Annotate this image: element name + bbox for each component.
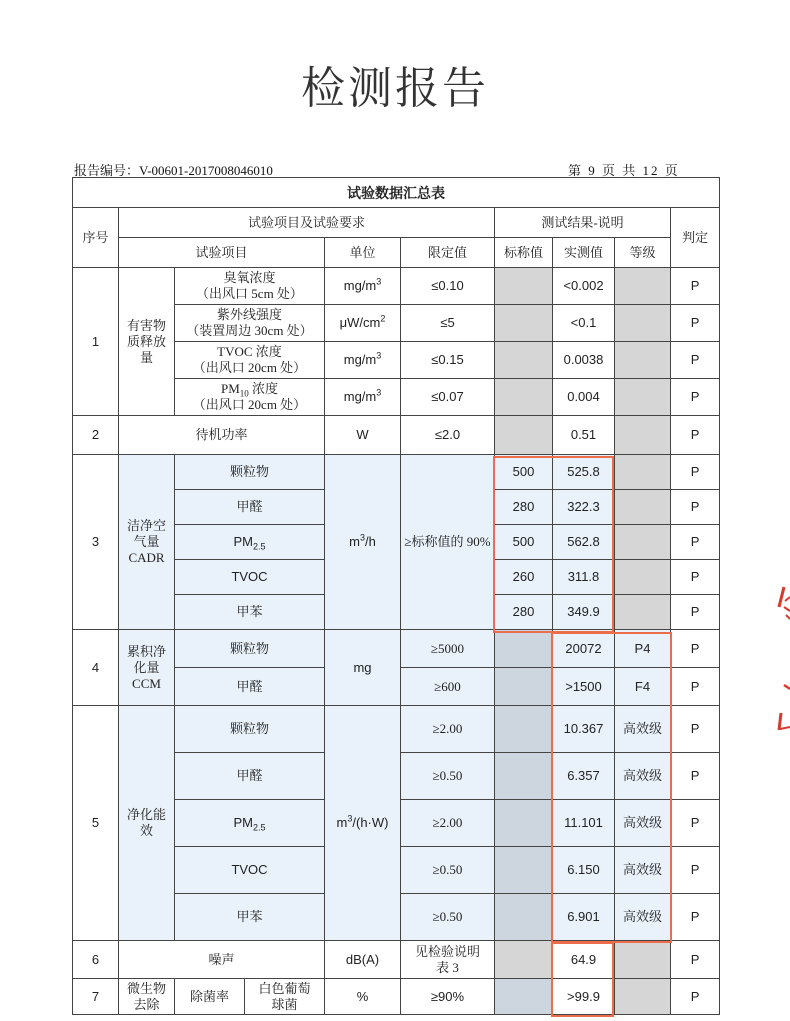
table-title-row: [73, 178, 720, 208]
nominal-cell: [495, 630, 553, 668]
judge-cell: P: [671, 941, 720, 979]
item-cell: [175, 979, 325, 1015]
limit-cell: ≥2.00: [401, 800, 495, 847]
grade-cell: [615, 595, 671, 630]
item-cell: 颗粒物: [175, 706, 325, 753]
measured-cell: <0.002: [553, 268, 615, 305]
measured-cell: 6.901: [553, 894, 615, 941]
measured-cell: 6.357: [553, 753, 615, 800]
judge-cell: P: [671, 706, 720, 753]
limit-cell: ≥0.50: [401, 894, 495, 941]
group4-seq: 4: [73, 630, 119, 706]
group7-category: 微生物去除: [119, 979, 175, 1015]
unit-cell: %: [325, 979, 401, 1015]
header-grade: 等级: [615, 238, 671, 268]
grade-cell: [615, 268, 671, 305]
table-row: [73, 416, 720, 455]
unit-cell: mg: [325, 630, 401, 706]
judge-cell: P: [671, 305, 720, 342]
limit-cell: ≥5000: [401, 630, 495, 668]
measured-cell: 0.0038: [553, 342, 615, 379]
judge-cell: P: [671, 668, 720, 706]
report-number: 报告编号：V-00601-2017008046010: [74, 163, 273, 178]
item-cell: 甲醛: [175, 490, 325, 525]
grade-cell: [615, 560, 671, 595]
judge-cell: P: [671, 847, 720, 894]
nominal-cell: [495, 800, 553, 847]
header-item: 试验项目: [119, 238, 325, 268]
nominal-cell: [495, 268, 553, 305]
limit-cell: ≥标称值的 90%: [401, 455, 495, 630]
judge-cell: P: [671, 979, 720, 1015]
header-row: [73, 208, 720, 238]
table-row: [73, 979, 720, 1015]
grade-cell: F4: [615, 668, 671, 706]
grade-cell: [615, 305, 671, 342]
nominal-cell: [495, 379, 553, 416]
table-row: [73, 630, 720, 668]
nominal-cell: [495, 894, 553, 941]
item-cell: $PM_{10}$ 浓度 （出风口 20cm 处）: [175, 379, 325, 416]
group4-category: 累积净 化量 CCM: [119, 630, 175, 706]
item-cell: 甲苯: [175, 595, 325, 630]
page-title: 检测报告: [301, 63, 489, 114]
group6-seq: 6: [73, 941, 119, 979]
nominal-cell: 280: [495, 595, 553, 630]
unit-cell: $mg/m^3$: [325, 379, 401, 416]
header-seq: 序号: [73, 208, 119, 268]
nominal-cell: [495, 847, 553, 894]
grade-cell: P4: [615, 630, 671, 668]
judge-cell: P: [671, 800, 720, 847]
header-unit: 单位: [325, 238, 401, 268]
red-seal-stamp-icon: [775, 585, 790, 735]
judge-cell: P: [671, 490, 720, 525]
header-judge: 判定: [671, 208, 720, 268]
limit-cell: ≥2.00: [401, 706, 495, 753]
group5-seq: 5: [73, 706, 119, 941]
limit-cell: ≤2.0: [401, 416, 495, 455]
item-cell: $PM_{2.5}$: [175, 525, 325, 560]
item-cell: 颗粒物: [175, 455, 325, 490]
grade-cell: [615, 490, 671, 525]
nominal-cell: [495, 416, 553, 455]
nominal-cell: [495, 753, 553, 800]
header-nominal: 标称值: [495, 238, 553, 268]
nominal-cell: 500: [495, 525, 553, 560]
group1-category: 有害物质释放量: [119, 268, 175, 416]
limit-cell: ≤5: [401, 305, 495, 342]
header-limit: 限定值: [401, 238, 495, 268]
limit-cell: ≥0.50: [401, 847, 495, 894]
header-result: 测试结果-说明: [495, 208, 671, 238]
nominal-cell: [495, 941, 553, 979]
item-cell: 甲醛: [175, 668, 325, 706]
grade-cell: [615, 342, 671, 379]
judge-cell: P: [671, 455, 720, 490]
limit-cell: 见检验说明 表 3: [401, 941, 495, 979]
bacteria-name: 白色葡萄球菌: [258, 980, 311, 1012]
item-cell: TVOC: [175, 560, 325, 595]
unit-cell: $mg/m^3$: [325, 268, 401, 305]
judge-cell: P: [671, 525, 720, 560]
table-row: [73, 268, 720, 305]
grade-cell: [615, 379, 671, 416]
grade-cell: [615, 941, 671, 979]
item-cell: 臭氧浓度 （出风口 5cm 处）: [175, 268, 325, 305]
group5-category: 净化能效: [119, 706, 175, 941]
item-cell: TVOC 浓度 （出风口 20cm 处）: [175, 342, 325, 379]
header-item-req: 试验项目及试验要求: [119, 208, 495, 238]
unit-cell: dB(A): [325, 941, 401, 979]
unit-cell: $m^3/(h\cdot W)$: [325, 706, 401, 941]
measured-cell: 349.9: [553, 595, 615, 630]
measured-cell: >1500: [553, 668, 615, 706]
group3-seq: 3: [73, 455, 119, 630]
grade-cell: [615, 979, 671, 1015]
unit-cell: $mg/m^3$: [325, 342, 401, 379]
group7-seq: 7: [73, 979, 119, 1015]
measured-cell: 6.150: [553, 847, 615, 894]
judge-cell: P: [671, 894, 720, 941]
limit-cell: ≤0.10: [401, 268, 495, 305]
table-row: [73, 706, 720, 753]
item-cell: 紫外线强度 （装置周边 30cm 处）: [175, 305, 325, 342]
unit-cell: $\mu W/cm^2$: [325, 305, 401, 342]
group1-seq: 1: [73, 268, 119, 416]
judge-cell: P: [671, 342, 720, 379]
judge-cell: P: [671, 595, 720, 630]
nominal-cell: [495, 979, 553, 1015]
measured-cell: 10.367: [553, 706, 615, 753]
unit-cell: W: [325, 416, 401, 455]
item-cell: 颗粒物: [175, 630, 325, 668]
limit-cell: ≤0.07: [401, 379, 495, 416]
judge-cell: P: [671, 416, 720, 455]
item-cell: 甲苯: [175, 894, 325, 941]
table-title: 试验数据汇总表: [73, 178, 720, 208]
page-info: 第 9 页 共 12 页: [568, 163, 680, 178]
limit-cell: ≤0.15: [401, 342, 495, 379]
measured-cell: 0.51: [553, 416, 615, 455]
header-row-2: [73, 238, 720, 268]
measured-cell: 64.9: [553, 941, 615, 979]
item-cell: 噪声: [119, 941, 325, 979]
limit-cell: ≥0.50: [401, 753, 495, 800]
sub-item: 除菌率: [175, 979, 245, 1014]
grade-cell: 高效级: [615, 753, 671, 800]
summary-table: [72, 177, 720, 1015]
item-cell: 待机功率: [119, 416, 325, 455]
grade-cell: [615, 525, 671, 560]
grade-cell: 高效级: [615, 894, 671, 941]
table-row: [73, 455, 720, 490]
grade-cell: [615, 416, 671, 455]
unit-cell: $m^3/h$: [325, 455, 401, 630]
judge-cell: P: [671, 560, 720, 595]
nominal-cell: [495, 305, 553, 342]
limit-cell: ≥600: [401, 668, 495, 706]
group2-seq: 2: [73, 416, 119, 455]
group3-category: 洁净空 气量 CADR: [119, 455, 175, 630]
nominal-cell: 260: [495, 560, 553, 595]
measured-cell: <0.1: [553, 305, 615, 342]
judge-cell: P: [671, 630, 720, 668]
judge-cell: P: [671, 379, 720, 416]
table-row: [73, 941, 720, 979]
nominal-cell: 500: [495, 455, 553, 490]
measured-cell: 562.8: [553, 525, 615, 560]
item-cell: TVOC: [175, 847, 325, 894]
grade-cell: 高效级: [615, 706, 671, 753]
header-measured: 实测值: [553, 238, 615, 268]
grade-cell: 高效级: [615, 800, 671, 847]
measured-cell: 20072: [553, 630, 615, 668]
measured-cell: 11.101: [553, 800, 615, 847]
measured-cell: 322.3: [553, 490, 615, 525]
nominal-cell: [495, 668, 553, 706]
item-cell: 甲醛: [175, 753, 325, 800]
item-cell: $PM_{2.5}$: [175, 800, 325, 847]
measured-cell: 0.004: [553, 379, 615, 416]
measured-cell: 311.8: [553, 560, 615, 595]
limit-cell: ≥90%: [401, 979, 495, 1015]
measured-cell: >99.9: [553, 979, 615, 1015]
judge-cell: P: [671, 268, 720, 305]
nominal-cell: [495, 706, 553, 753]
grade-cell: [615, 455, 671, 490]
judge-cell: P: [671, 753, 720, 800]
grade-cell: 高效级: [615, 847, 671, 894]
nominal-cell: 280: [495, 490, 553, 525]
nominal-cell: [495, 342, 553, 379]
measured-cell: 525.8: [553, 455, 615, 490]
